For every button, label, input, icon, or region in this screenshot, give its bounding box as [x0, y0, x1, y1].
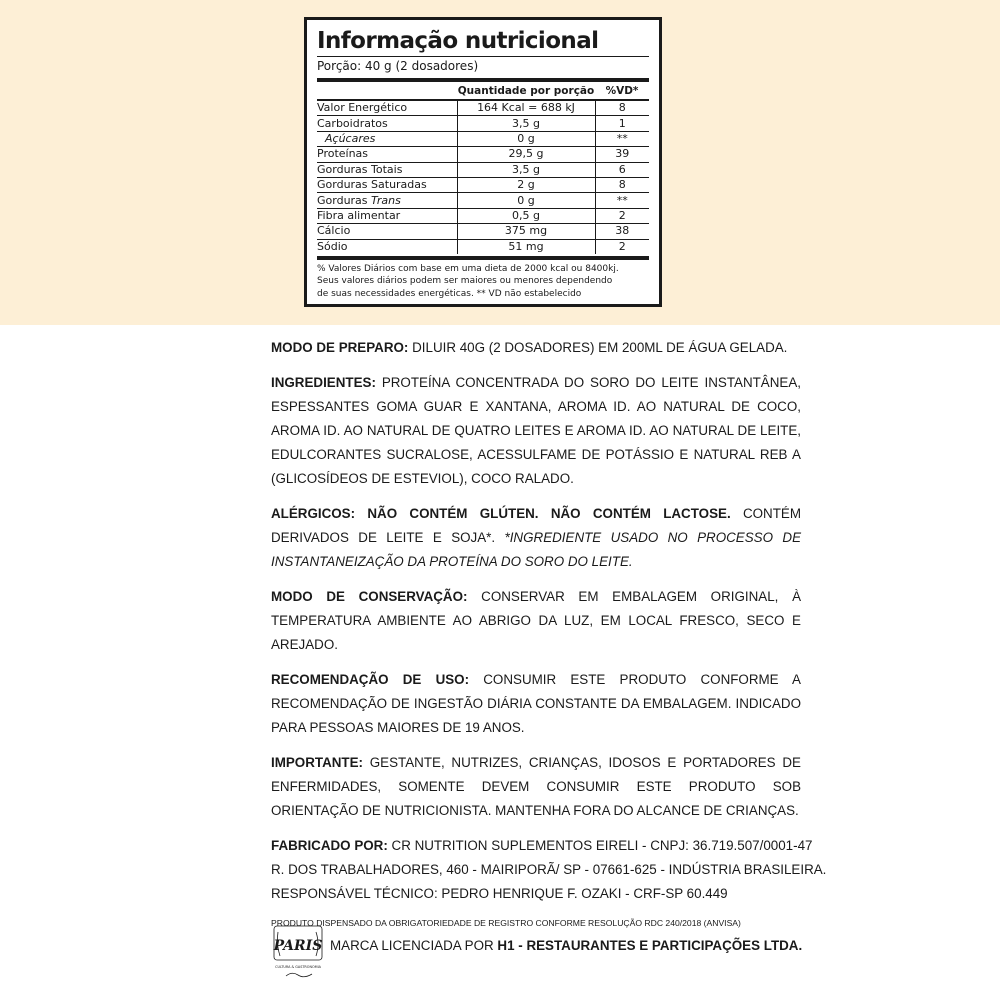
conservacao-paragraph	[271, 585, 801, 657]
alergicos-paragraph	[271, 502, 801, 574]
ingredientes-label: INGREDIENTES:	[271, 375, 376, 390]
nutrient-quantity: 0 g	[457, 131, 595, 146]
nutrient-name: Valor Energético	[317, 100, 457, 116]
license-text	[330, 938, 802, 953]
nutrient-name: Proteínas	[317, 147, 457, 162]
nutrition-row	[317, 224, 649, 239]
nutrition-row	[317, 100, 649, 116]
nutrient-quantity: 51 mg	[457, 239, 595, 254]
license-prefix: MARCA LICENCIADA POR	[330, 938, 498, 953]
nutrient-name: Carboidratos	[317, 116, 457, 131]
nutrition-row	[317, 116, 649, 131]
nutrient-vd: 39	[595, 147, 649, 162]
registro-note: PRODUTO DISPENSADO DA OBRIGATORIEDADE DE REGISTRO CONFORME RESOLUÇÃO RDC 240/2018 (ANVISA)	[271, 918, 741, 928]
license-footer	[272, 924, 802, 984]
nutrient-vd: 2	[595, 239, 649, 254]
nutrient-name: Gorduras Saturadas	[317, 177, 457, 192]
conservacao-text: CONSERVAR EM EMBALAGEM ORIGINAL, À TEMPERATURA AMBIENTE AO ABRIGO DA LUZ, EM LOCAL FRESCO, SECO E AREJADO.	[271, 589, 801, 652]
preparo-text: DILUIR 40G (2 DOSADORES) EM 200ML DE ÁGUA GELADA.	[408, 340, 788, 355]
nutrient-quantity: 3,5 g	[457, 116, 595, 131]
nutrition-table	[317, 82, 649, 254]
nutrition-row	[317, 131, 649, 146]
nutrient-quantity: 3,5 g	[457, 162, 595, 177]
nutrition-footnote-line: de suas necessidades energéticas. ** VD não estabelecido	[317, 288, 582, 299]
nutrient-name: Sódio	[317, 239, 348, 253]
nutrient-name-main: Gorduras	[317, 193, 372, 207]
nutrient-quantity: 0,5 g	[457, 208, 595, 223]
nutrition-footnote-line: Seus valores diários podem ser maiores ou menores dependendo	[317, 276, 613, 287]
nutrition-title: Informação nutricional	[317, 26, 649, 57]
logo-subtitle: CULTURA & GASTRONOMIA	[275, 965, 321, 969]
nutrient-vd: **	[595, 131, 649, 146]
logo-wordmark: PARIS	[273, 938, 323, 954]
nutrition-row	[317, 193, 649, 208]
fabricado-text-2: R. DOS TRABALHADORES, 460 - MAIRIPORÃ/ SP - 07661-625 - INDÚSTRIA BRASILEIRA.	[271, 862, 827, 877]
nutrient-vd: 1	[595, 116, 649, 131]
nutrition-footnote-line: % Valores Diários com base em uma dieta de 2000 kcal ou 8400kj.	[317, 263, 619, 274]
preparo-paragraph	[271, 336, 801, 360]
nutrient-vd: **	[595, 193, 649, 208]
nutrient-name-italic: Trans	[371, 193, 401, 207]
nutrient-quantity: 0 g	[457, 193, 595, 208]
alergicos-note: *INGREDIENTE USADO NO PROCESSO DE INSTANTANEIZAÇÃO DA PROTEÍNA DO SORO DO LEITE.	[271, 530, 801, 569]
paris-logo-icon	[272, 924, 324, 982]
importante-paragraph	[271, 751, 801, 823]
nutrition-header-quantity: Quantidade por porção	[457, 82, 595, 100]
alergicos-label: ALÉRGICOS: NÃO CONTÉM GLÚTEN. NÃO CONTÉM LACTOSE.	[271, 506, 731, 521]
nutrient-name: Gorduras Totais	[317, 162, 457, 177]
nutrition-row	[317, 147, 649, 162]
nutrition-row	[317, 208, 649, 223]
nutrition-row	[317, 239, 649, 254]
nutrient-name	[317, 193, 457, 208]
nutrient-quantity: 2 g	[457, 177, 595, 192]
nutrition-header-row	[317, 82, 649, 100]
conservacao-label: MODO DE CONSERVAÇÃO:	[271, 589, 468, 604]
nutrition-footnote	[317, 256, 649, 301]
fabricado-text-3: RESPONSÁVEL TÉCNICO: PEDRO HENRIQUE F. OZAKI - CRF-SP 60.449	[271, 886, 728, 901]
nutrient-name: Açúcares	[317, 131, 457, 146]
fabricado-paragraph	[271, 834, 827, 906]
nutrient-vd: 8	[595, 100, 649, 116]
nutrient-name: Cálcio	[317, 224, 457, 239]
nutrient-vd: 2	[595, 208, 649, 223]
nutrition-row	[317, 162, 649, 177]
nutrition-header-blank	[317, 82, 457, 100]
logo-signature	[286, 973, 312, 977]
license-company: H1 - RESTAURANTES E PARTICIPAÇÕES LTDA.	[497, 938, 803, 953]
importante-label: IMPORTANTE:	[271, 755, 363, 770]
alergicos-text: CONTÉM DERIVADOS DE LEITE E SOJA*.	[271, 506, 801, 545]
ingredientes-text: PROTEÍNA CONCENTRADA DO SORO DO LEITE INSTANTÂNEA, ESPESSANTES GOMA GUAR E XANTANA, AROMA ID. AO NATURAL DE COCO, AROMA ID. AO NATURAL DE QUATRO LEITES E AROMA ID. AO NATURAL DE LEITE, EDULCORANTES SUCRALOSE, ACESSULFAME DE POTÁSSIO E NATURAL REB A (GLICOSÍDEOS DE ESTEVIOL), COCO RALADO.	[271, 375, 801, 486]
nutrient-name: Fibra alimentar	[317, 208, 457, 223]
product-info-text	[271, 336, 827, 929]
importante-text: GESTANTE, NUTRIZES, CRIANÇAS, IDOSOS E PORTADORES DE ENFERMIDADES, SOMENTE DEVEM CONSUMIR ESTE PRODUTO SOB ORIENTAÇÃO DE NUTRICIONISTA. MANTENHA FORA DO ALCANCE DE CRIANÇAS.	[271, 755, 801, 818]
nutrient-vd: 6	[595, 162, 649, 177]
nutrition-header-vd: %VD*	[595, 82, 649, 100]
nutrient-quantity: 375 mg	[457, 224, 595, 239]
nutrient-quantity: 164 Kcal = 688 kJ	[457, 100, 595, 116]
nutrition-facts-label	[304, 17, 662, 307]
nutrition-row	[317, 177, 649, 192]
nutrition-portion: Porção: 40 g (2 dosadores)	[317, 57, 649, 82]
recomendacao-text: CONSUMIR ESTE PRODUTO CONFORME A RECOMENDAÇÃO DE INGESTÃO DIÁRIA CONSTANTE DA EMBALAGEM. INDICADO PARA PESSOAS MAIORES DE 19 ANOS.	[271, 672, 801, 735]
nutrient-quantity: 29,5 g	[457, 147, 595, 162]
fabricado-label: FABRICADO POR:	[271, 838, 388, 853]
nutrient-vd: 8	[595, 177, 649, 192]
recomendacao-paragraph	[271, 668, 801, 740]
ingredientes-paragraph	[271, 371, 801, 491]
preparo-label: MODO DE PREPARO:	[271, 340, 409, 355]
nutrient-vd: 38	[595, 224, 649, 239]
recomendacao-label: RECOMENDAÇÃO DE USO:	[271, 672, 470, 687]
fabricado-text-1: CR NUTRITION SUPLEMENTOS EIRELI - CNPJ: 36.719.507/0001-47	[387, 838, 813, 853]
